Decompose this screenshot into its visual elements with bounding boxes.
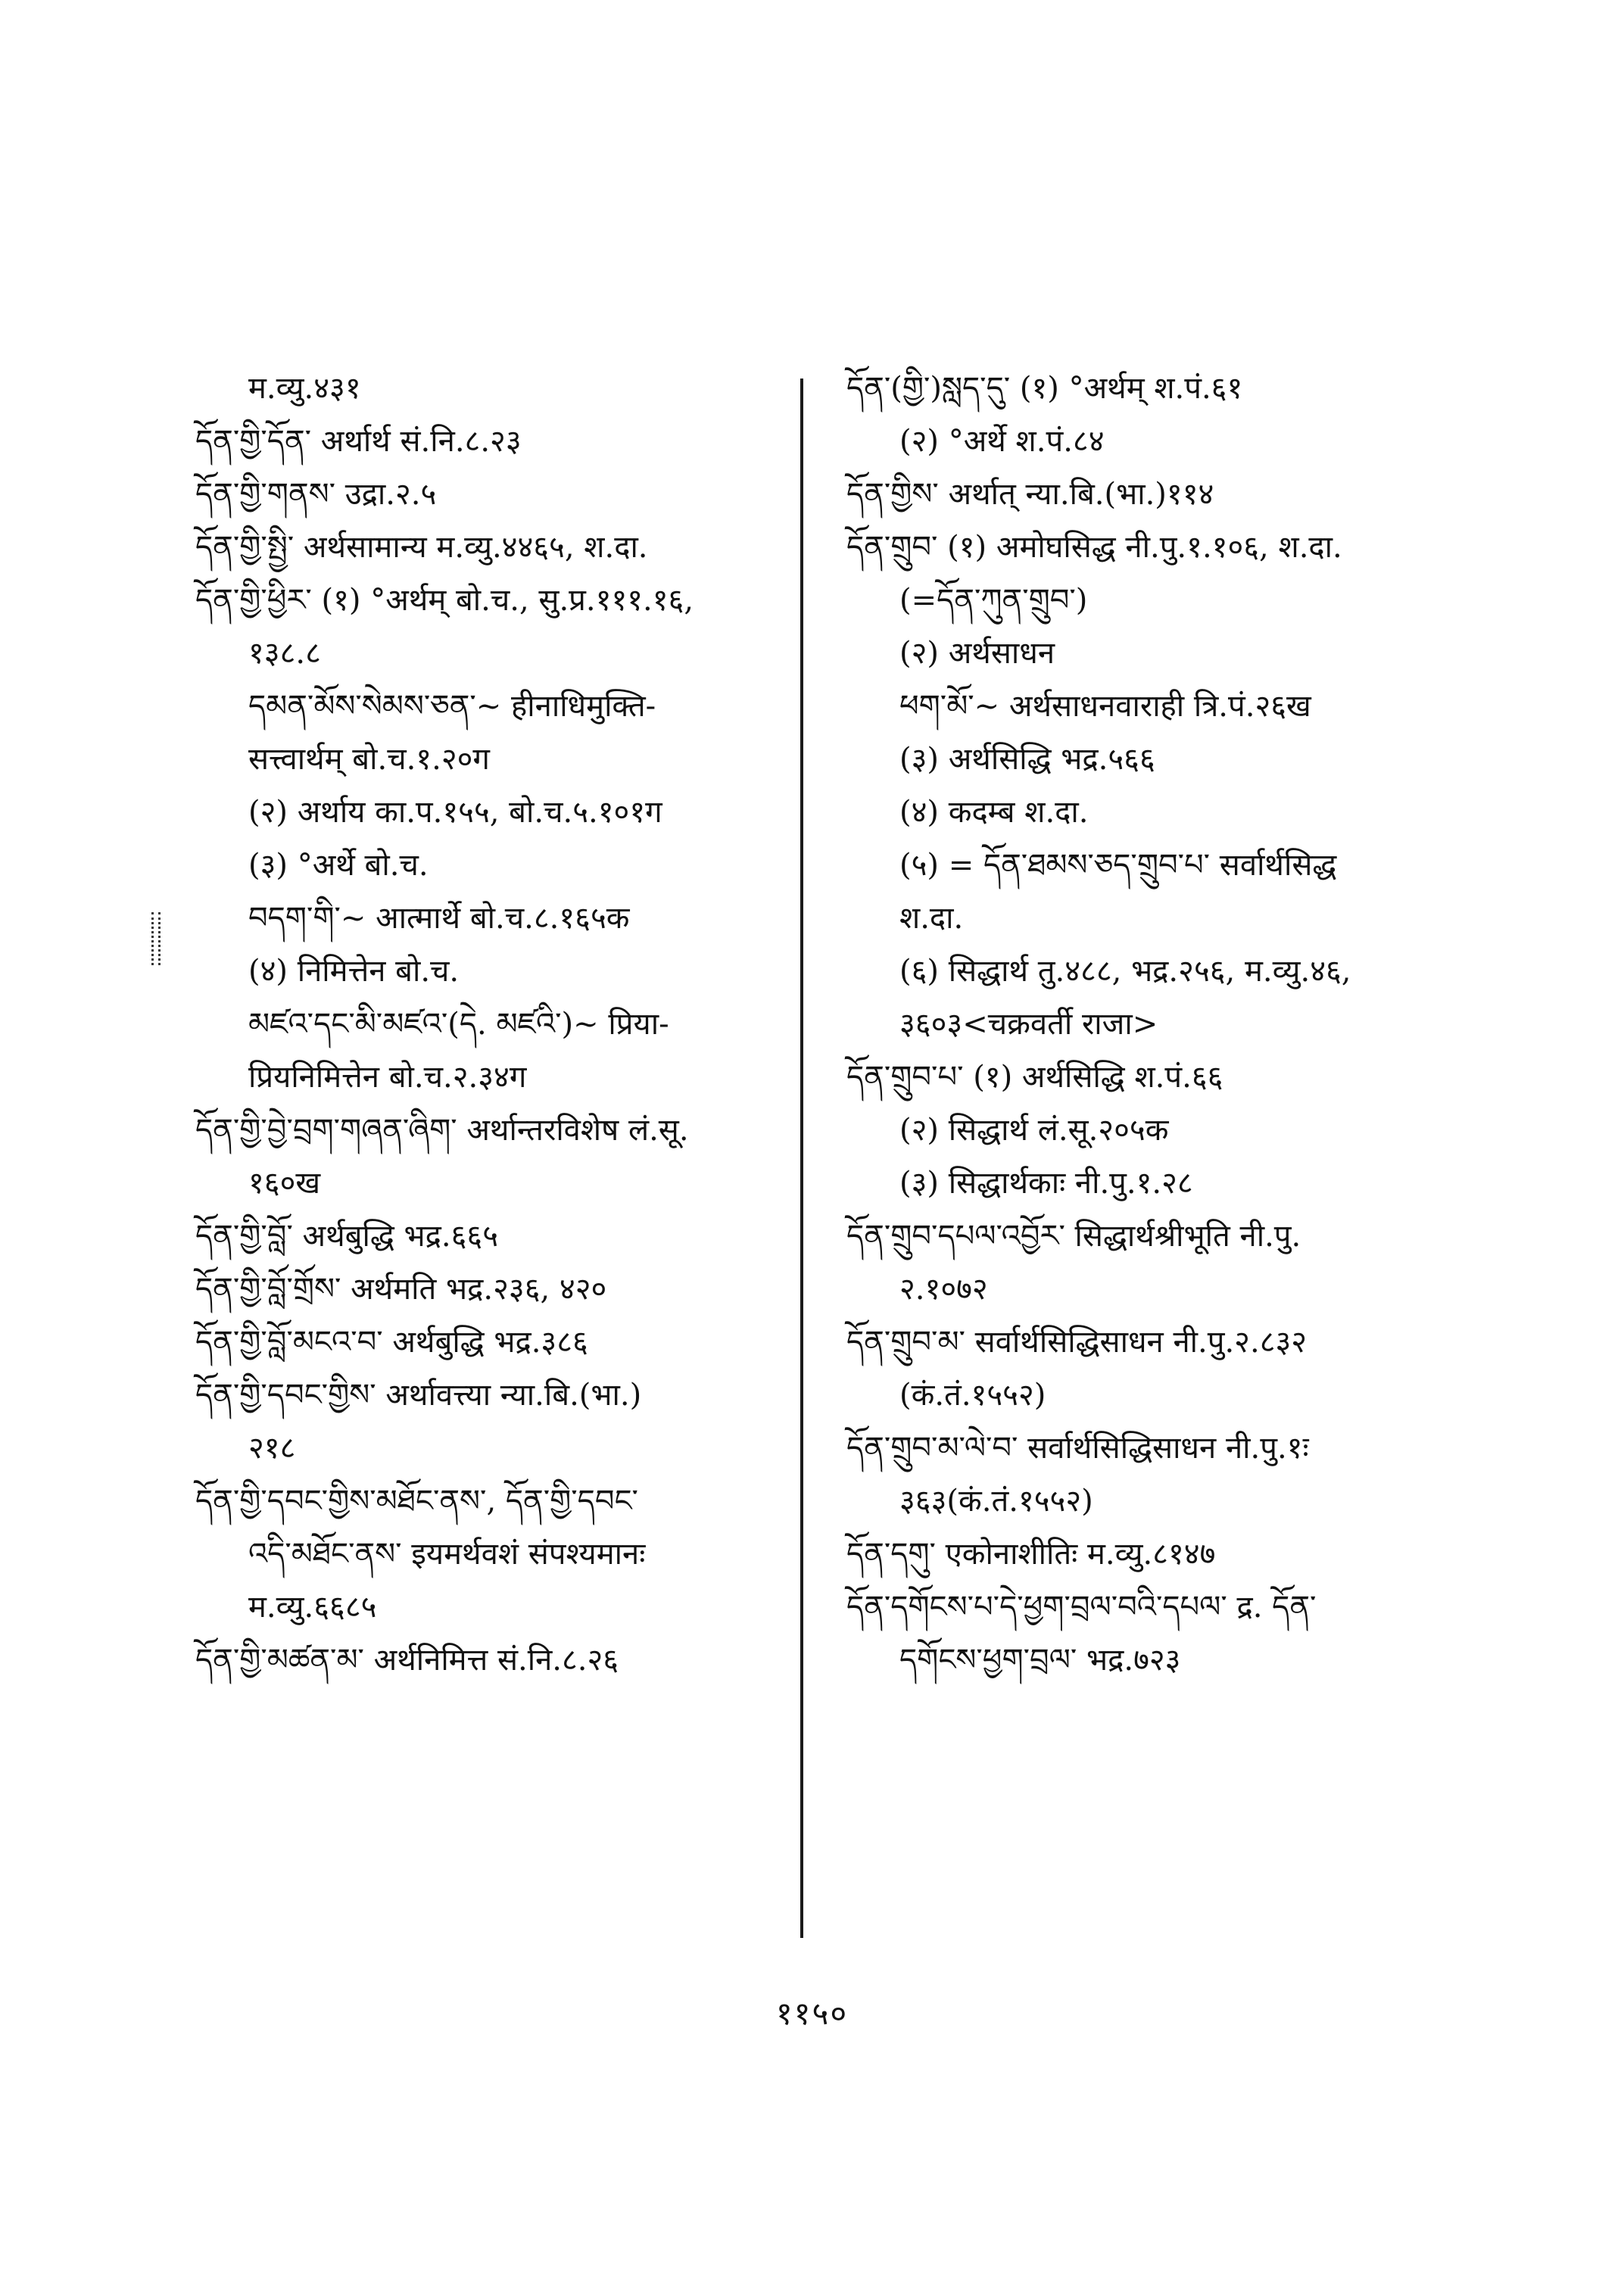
entry-continuation-line: དགོངས་ཕྱག་བྲལ་ भद्र.७२३: [899, 1643, 1181, 1678]
entry-headword-line: དོན་གྱི་བློ་ अर्थबुद्धि भद्र.६६५: [195, 1219, 499, 1254]
entry-continuation-line: དམན་མོས་སེམས་ཅན་~ हीनाधिमुक्ति-: [248, 689, 656, 724]
entry-headword-line: དོན་གྱི་ཕྱིར་ (१) °अर्थम् बो.च., सु.प्र.१११.१६,: [195, 583, 694, 618]
entry-continuation-line: (३) अर्थसिद्धि भद्र.५६६: [899, 742, 1155, 777]
entry-headword-line: དོན་གྱི་དབང་གྱིས་ अर्थावत्त्या न्या.बि.(भा.): [195, 1378, 642, 1413]
entry-continuation-line: (कं.तं.१५५२): [899, 1378, 1046, 1413]
entry-continuation-line: (२) सिद्धार्थ लं.सू.२०५क: [899, 1113, 1169, 1148]
column-divider: [800, 379, 803, 1938]
entry-continuation-line: २१८: [248, 1431, 296, 1466]
entry-continuation-line: མཛའ་དང་མི་མཛའ་(དེ. མཛའི་)~ प्रिया-: [248, 1007, 669, 1042]
entry-headword-line: དོན་གྱི་བློ་གྲོས་ अर्थमति भद्र.२३६, ४२०: [195, 1272, 607, 1307]
entry-headword-line: དོན་གྱི་བྱེ་བྲག་གཞན་ཞིག་ अर्थान्तरविशेष लं.सू.: [195, 1113, 689, 1148]
entry-headword-line: དོན་གྲུབ་ (१) अमोघसिद्ध नी.पु.१.१०६, श.दा.: [846, 530, 1342, 565]
entry-continuation-line: (=དོན་ཀུན་གྲུབ་): [899, 583, 1088, 618]
entry-headword-line: དོན་(གྱི་)སླད་དུ་ (१) °अर्थम् श.पं.६१: [846, 371, 1243, 406]
entry-headword-line: དོན་གྲུབ་མ་ལེ་བ་ सर्वार्थसिद्धिसाधन नी.पु.१ः: [846, 1431, 1309, 1466]
entry-headword-line: དོན་གྲུབ་པ་ (१) अर्थसिद्धि श.पं.६६: [846, 1060, 1223, 1095]
entry-headword-line: དོན་གྱི་དབང་གྱིས་མཐོང་ནས་, དོན་གྱི་དབང་: [195, 1484, 638, 1519]
entry-continuation-line: (२) अर्थसाधन: [899, 636, 1055, 671]
left-column: [195, 362, 801, 1687]
right-column: [846, 362, 1452, 1687]
entry-headword-line: དོན་གྲུབ་དཔལ་འབྱོར་ सिद्धार्थश्रीभूति नी.पु.: [846, 1219, 1301, 1254]
entry-continuation-line: བདག་གི་~ आत्मार्थे बो.च.८.१६५क: [248, 901, 630, 936]
entry-continuation-line: ३६०३<चक्रवर्ती राजा>: [899, 1007, 1158, 1042]
entry-headword-line: དོན་དགོངས་པ་དེ་ཕྱག་བྲལ་བའི་དཔལ་ द्र. དོན་: [846, 1590, 1317, 1625]
margin-mark: [151, 912, 161, 965]
entry-headword-line: དོན་གྱི་མཚན་མ་ अर्थनिमित्त सं.नि.८.२६: [195, 1643, 619, 1678]
entry-continuation-line: (५) = དོན་ཐམས་ཅད་གྲུབ་པ་ सर्वार्थसिद्ध: [899, 848, 1337, 883]
entry-continuation-line: འདི་མཐོང་ནས་ इयमर्थवशं संपश्यमानः: [248, 1537, 646, 1572]
entry-headword-line: དོན་དགུ་ एकोनाशीतिः म.व्यु.८१४७: [846, 1537, 1216, 1572]
entry-headword-line: དོན་གྲུབ་མ་ सर्वार्थसिद्धिसाधन नी.पु.२.८३२: [846, 1325, 1308, 1360]
entry-headword-line: དོན་གྱི་གནས་ उद्रा.२.५: [195, 477, 437, 512]
entry-continuation-line: (३) °अर्थे बो.च.: [248, 848, 429, 883]
entry-continuation-line: सत्त्वार्थम् बो.च.१.२०ग: [248, 742, 490, 777]
entry-continuation-line: ३६३(कं.तं.१५५२): [899, 1484, 1093, 1519]
entry-continuation-line: प्रियनिमित्तेन बो.च.२.३४ग: [248, 1060, 527, 1095]
entry-continuation-line: (४) निमित्तेन बो.च.: [248, 954, 460, 989]
entry-continuation-line: (४) कदम्ब श.दा.: [899, 795, 1089, 830]
entry-headword-line: དོན་གྱིས་ अर्थात् न्या.बि.(भा.)११४: [846, 477, 1214, 512]
entry-continuation-line: (३) सिद्धार्थकाः नी.पु.१.२८: [899, 1166, 1193, 1201]
entry-continuation-line: १६०ख: [248, 1166, 321, 1201]
entry-headword-line: དོན་གྱི་སྤྱི་ अर्थसामान्य म.व्यु.४४६५, श.दा.: [195, 530, 648, 565]
entry-continuation-line: श.दा.: [899, 901, 964, 936]
entry-continuation-line: ཕག་མོ་~ अर्थसाधनवाराही त्रि.पं.२६ख: [899, 689, 1311, 724]
entry-continuation-line: म.व्यु.४३१: [248, 371, 361, 406]
page-number: ११५०: [775, 1995, 849, 2032]
entry-continuation-line: १३८.८: [248, 636, 321, 671]
entry-continuation-line: (२) °अर्थे श.पं.८४: [899, 424, 1105, 459]
entry-continuation-line: म.व्यु.६६८५: [248, 1590, 377, 1625]
entry-headword-line: དོན་གྱི་བློ་མངའ་བ་ अर्थबुद्धि भद्र.३८६: [195, 1325, 588, 1360]
entry-continuation-line: (२) अर्थाय का.प.१५५, बो.च.५.१०१ग: [248, 795, 662, 830]
entry-continuation-line: (६) सिद्धार्थ तु.४८८, भद्र.२५६, म.व्यु.४६,: [899, 954, 1351, 989]
entry-continuation-line: २.१०७२: [899, 1272, 988, 1307]
entry-headword-line: དོན་གྱི་དོན་ अर्थार्थ सं.नि.८.२३: [195, 424, 522, 459]
